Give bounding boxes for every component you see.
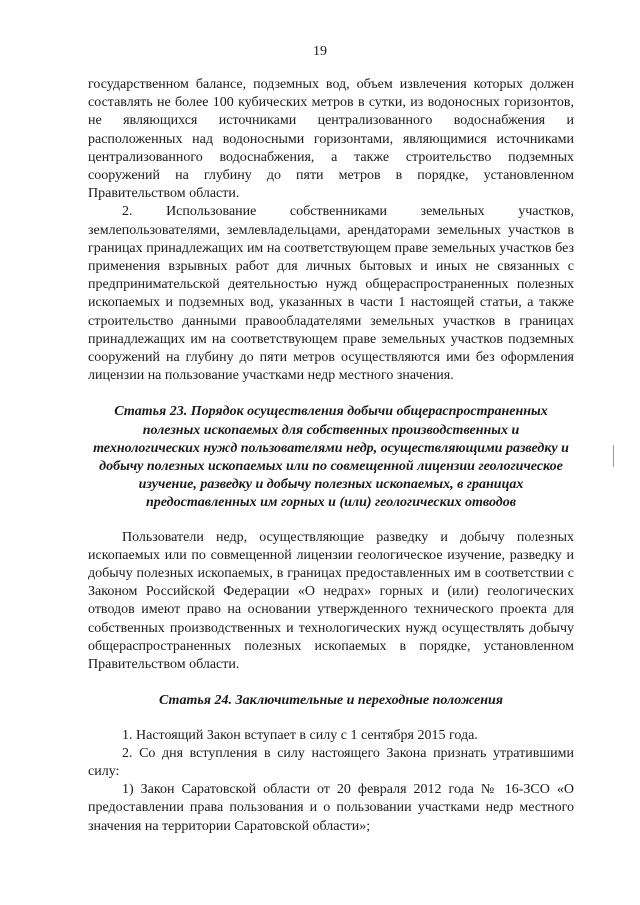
article-24-subitem-1: 1) Закон Саратовской области от 20 февраля 2012 года № 16-ЗСО «О предоставлении права пользования и о пользовании участками недр местного значения на территории Саратовской области»; [88, 782, 574, 834]
document-body [88, 76, 574, 836]
article-23-heading: Статья 23. Порядок осуществления добычи общераспространенных полезных ископаемых для собственных производственных и технологических нужд пользователями недр, осуществляющими разведку и добычу полезных ископаемых или по совмещенной лицензии геологическое изучение, разведку и добычу полезных ископаемых, в границах предоставленных им горных и (или) геологических отводов [93, 404, 569, 511]
paragraph-item-2: 2. Использование собственниками земельных участков, землепользователями, землевладельцами, арендаторами земельных участков в границах принадлежащих им на соответствующем праве земельных участков без применения взрывных работ для личных бытовых и иных не связанных с предпринимательской деятельностью нужд общераспространенных полезных ископаемых и подземных вод, указанных в части 1 настоящей статьи, а также строительство данными правообладателями земельных участков в границах принадлежащих им на соответствующем праве земельных участков подземных сооружений на глубину до пяти метров осуществляются ими без оформления лицензии на пользование участками недр местного значения. [88, 204, 574, 384]
page-number: 19 [313, 44, 327, 59]
article-24-item-1: 1. Настоящий Закон вступает в силу с 1 сентября 2015 года. [122, 727, 478, 743]
scan-edge-mark [613, 445, 614, 467]
article-23-text: Пользователи недр, осуществляющие разведку и добычу полезных ископаемых или по совмещенной лицензии геологическое изучение, разведку и добычу полезных ископаемых, в границах предоставленных им в соответствии с Законом Российской Федерации «О недрах» горных и (или) геологических отводов имеют право на основании утвержденного технического проекта для собственных производственных и технологических нужд осуществлять добычу общераспространенных полезных ископаемых в порядке, установленном Правительством области. [88, 529, 574, 673]
article-24-heading: Статья 24. Заключительные и переходные положения [159, 693, 503, 709]
paragraph-continuation: государственном балансе, подземных вод, объем извлечения которых должен составлять не более 100 кубических метров в сутки, из водоносных горизонтов, не являющихся источниками централизованного водоснабжения и расположенных над водоносными горизонтами, являющимися источниками централизованного водоснабжения, а также строительство подземных сооружений на глубину до пяти метров в порядке, установленном Правительством области. [88, 77, 574, 202]
article-24-item-2: 2. Со дня вступления в силу настоящего Закона признать утратившими силу: [88, 745, 574, 779]
